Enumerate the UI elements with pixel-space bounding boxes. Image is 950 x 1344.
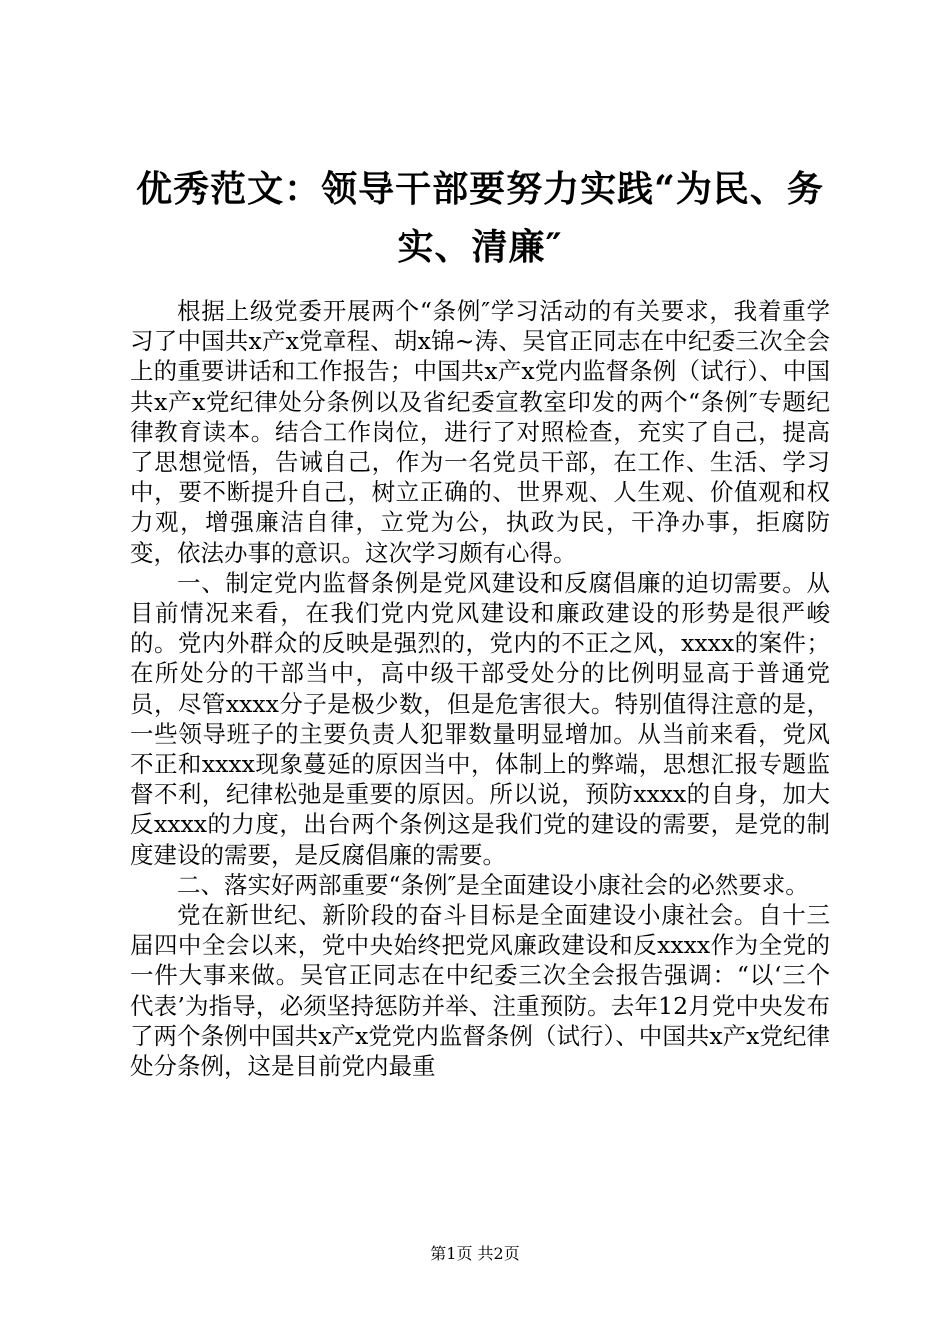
paragraph: 党在新世纪、新阶段的奋斗目标是全面建设小康社会。自十三届四中全会以来，党中央始终把党风廉政建设和反xxxx作为全党的一件大事来做。吴官正同志在中纪委三次全会报告强调：“以‘三个代表’为指导，必须坚持惩防并举、注重预防。去年12月党中央发布了两个条例中国共x产x党党内监督条例（试行）、中国共x产x党纪律处分条例，这是目前党内最重	[130, 901, 830, 1081]
paragraph: 根据上级党委开展两个“条例″学习活动的有关要求，我着重学习了中国共x产x党章程、胡x锦~涛、吴官正同志在中纪委三次全会上的重要讲话和工作报告；中国共x产x党内监督条例（试行）、中国共x产x党纪律处分条例以及省纪委宣教室印发的两个“条例″专题纪律教育读本。结合工作岗位，进行了对照检查，充实了自己，提高了思想觉悟，告诫自己，作为一名党员干部，在工作、生活、学习中，要不断提升自己，树立正确的、世界观、人生观、价值观和权力观，增强廉洁自律，立党为公，执政为民，干净办事，拒腐防变，依法办事的意识。这次学习颇有心得。	[130, 297, 830, 567]
document-title: 优秀范文：领导干部要努力实践“为民、务实、清廉″	[136, 168, 824, 268]
paragraph: 一、制定党内监督条例是党风建设和反腐倡廉的迫切需要。从目前情况来看，在我们党内党风建设和廉政建设的形势是很严峻的。党内外群众的反映是强烈的，党内的不正之风，xxxx的案件；在所处分的干部当中，高中级干部受处分的比例明显高于普通党员，尽管xxxx分子是极少数，但是危害很大。特别值得注意的是，一些领导班子的主要负责人犯罪数量明显增加。从当前来看，党风不正和xxxx现象蔓延的原因当中，体制上的弊端，思想汇报专题监督不利，纪律松弛是重要的原因。所以说，预防xxxx的自身，加大反xxxx的力度，出台两个条例这是我们党的建设的需要，是党的制度建设的需要，是反腐倡廉的需要。	[130, 568, 830, 869]
page-total: 共2页	[477, 1244, 520, 1263]
paragraph: 二、落实好两部重要“条例″是全面建设小康社会的必然要求。	[177, 870, 809, 899]
page-footer	[0, 1244, 950, 1264]
document-body	[130, 296, 830, 1081]
page-number: 第1页	[430, 1244, 473, 1263]
